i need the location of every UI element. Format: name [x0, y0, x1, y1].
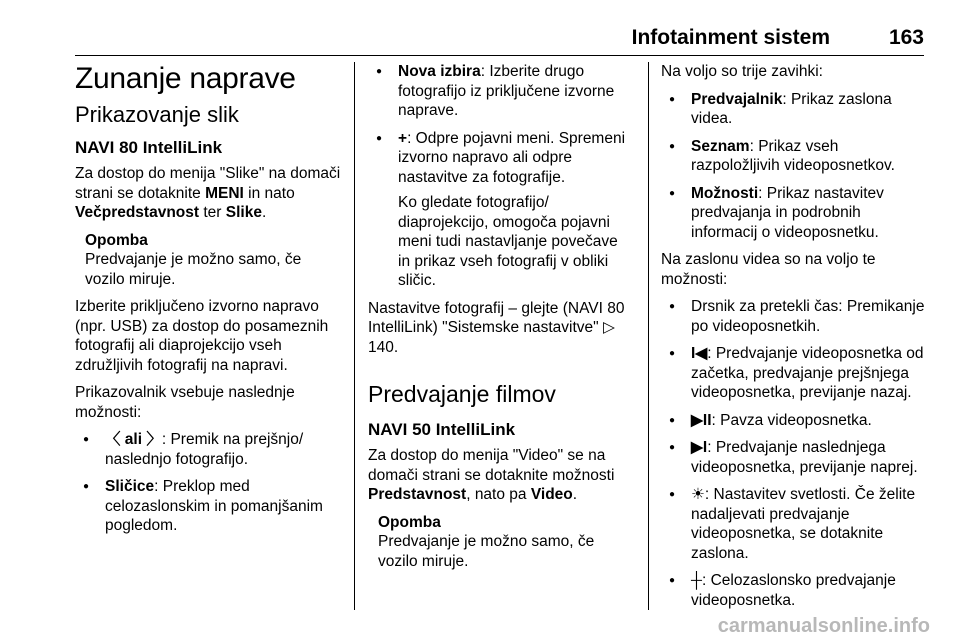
column-1 [75, 62, 343, 544]
skip-forward-icon: ▶I [691, 439, 708, 456]
column-3 [661, 62, 929, 618]
system-heading: NAVI 80 IntelliLink [75, 138, 223, 157]
header-rule [75, 55, 924, 56]
list-item: ● 〈 ali 〉: Premik na prejšnjo/ naslednjo fotografijo. [75, 430, 343, 469]
play-pause-icon: ▶II [691, 411, 712, 429]
options-list [368, 62, 630, 187]
paragraph: Na voljo so trije zavihki: [661, 63, 823, 80]
watermark: carmanualsonline.info [717, 615, 930, 637]
paragraph: Na zaslonu videa so na voljo te možnosti: [661, 251, 876, 288]
list-item: ● Možnosti: Prikaz nastavitev predvajanja in podrobnih informacij o videoposnetku. [661, 184, 929, 243]
list-item: ● Predvajalnik: Prikaz zaslona videa. [661, 90, 929, 129]
list-item: ● Nova izbira: Izberite drugo fotografijo iz priključene izvorne naprave. [368, 62, 630, 121]
options-list [661, 297, 929, 610]
list-item: ● ▶II: Pavza videoposnetka. [661, 411, 929, 431]
column-2 [368, 62, 630, 579]
list-item: ● Sličice: Preklop med celozaslonskim in pomanjšanim pogledom. [75, 477, 343, 536]
page-number: 163 [888, 26, 924, 49]
list-item: ● ☀: Nastavitev svetlosti. Če želite nadaljevati predvajanje videoposnetka, se dotaknite zaslona. [661, 485, 929, 563]
paragraph: Za dostop do menija "Video" se na domači strani se dotaknite možnosti Predstavnost, nato pa Video. [368, 447, 615, 503]
paragraph: Nastavitve fotografij – glejte (NAVI 80 IntelliLink) "Sistemske nastavitve" ▷ 140. [368, 299, 625, 356]
note [85, 231, 343, 290]
list-item-continuation: Ko gledate fotografijo/ diaprojekcijo, omogoča pojavni meni tudi nastavljanje povečave in prikaz vseh fotografij v obliki sličic. [398, 194, 618, 289]
chevron-left-right-icon: 〈 ali 〉 [105, 431, 162, 448]
list-item: ● I◀: Predvajanje videoposnetka od začetka, predvajanje prejšnjega videoposnetka, previjanje nazaj. [661, 344, 929, 403]
paragraph: Za dostop do menija "Slike" na domači strani se dotaknite MENI in nato Večpredstavnost ter Slike. [75, 165, 341, 221]
fullscreen-icon: ┼ [691, 572, 702, 589]
brightness-icon: ☀ [691, 486, 705, 503]
skip-back-icon: I◀ [691, 345, 708, 362]
list-item: ● ▶I: Predvajanje naslednjega videoposnetka, previjanje naprej. [661, 438, 929, 477]
note-title: Opomba [378, 513, 441, 531]
subsection-heading: Predvajanje filmov [368, 381, 556, 407]
note [378, 513, 630, 572]
list-item: ● Drsnik za pretekli čas: Premikanje po videoposnetkih. [661, 297, 929, 336]
options-list [75, 430, 343, 536]
column-divider [354, 62, 355, 610]
note-text: Predvajanje je možno samo, če vozilo miruje. [85, 251, 302, 288]
header-title: Infotainment sistem [631, 26, 830, 49]
tabs-list [661, 90, 929, 243]
plus-icon: + [398, 129, 408, 147]
note-text: Predvajanje je možno samo, če vozilo miruje. [378, 533, 595, 570]
list-item: ● Seznam: Prikaz vseh razpoložljivih videoposnetkov. [661, 137, 929, 176]
system-heading: NAVI 50 IntelliLink [368, 420, 516, 439]
list-item: ● ┼: Celozaslonsko predvajanje videoposnetka. [661, 571, 929, 610]
page-header [0, 0, 960, 58]
page-ref-arrow-icon: ▷ [602, 319, 615, 336]
list-item: ● +: Odpre pojavni meni. Spremeni izvorno napravo ali odpre nastavitve za fotografije. [368, 129, 630, 188]
paragraph: Izberite priključeno izvorno napravo (npr. USB) za dostop do posameznih fotografij ali diaprojekcijo vseh združljivih fotografij na napravi. [75, 298, 329, 374]
section-heading: Zunanje naprave [75, 62, 296, 95]
subsection-heading: Prikazovanje slik [75, 102, 239, 127]
paragraph: Prikazovalnik vsebuje naslednje možnosti: [75, 384, 295, 421]
note-title: Opomba [85, 231, 148, 249]
column-divider [648, 62, 649, 610]
